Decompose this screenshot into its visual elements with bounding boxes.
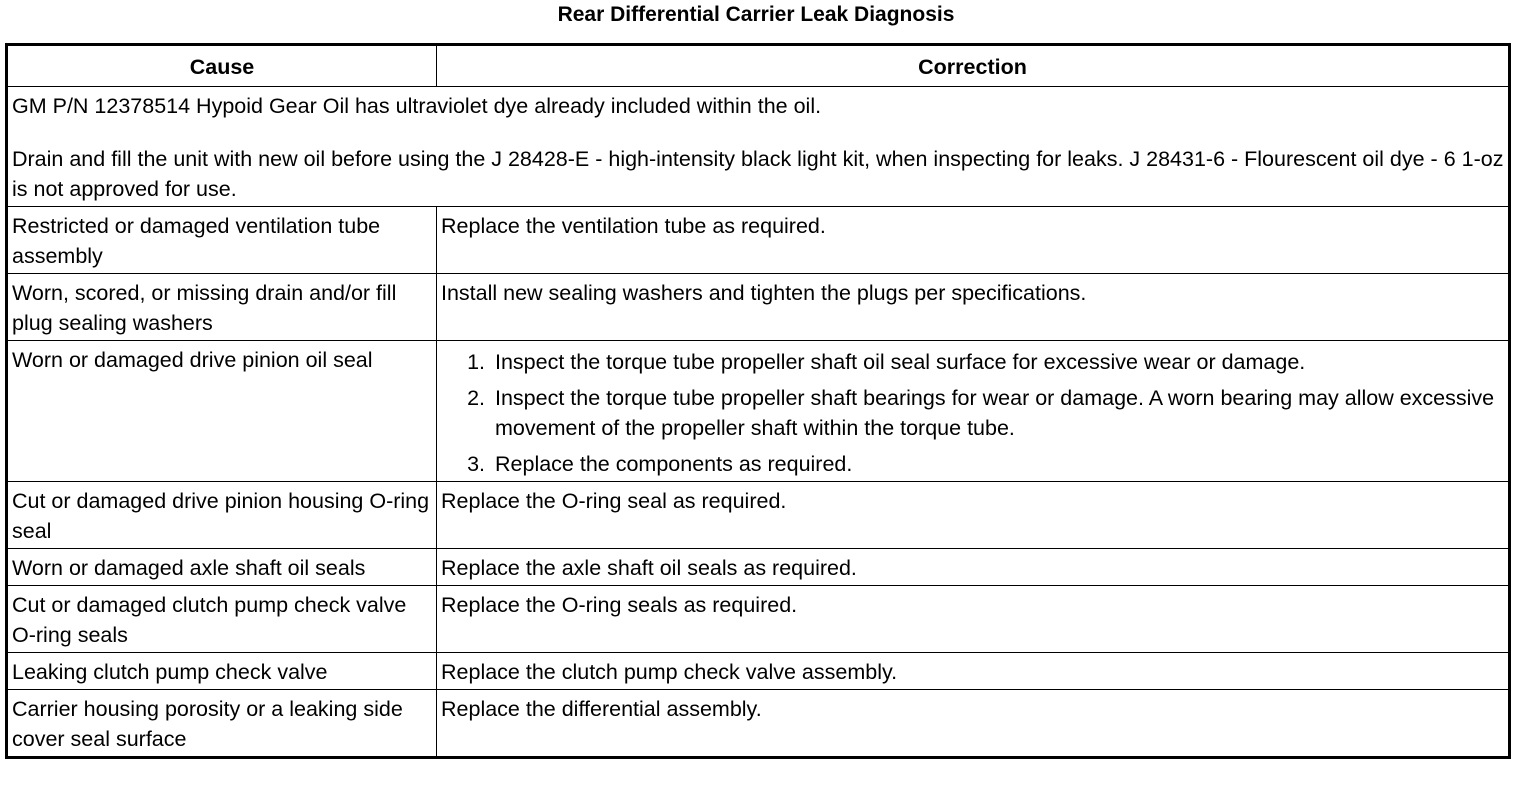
table-row	[7, 653, 1510, 690]
correction-cell: Replace the ventilation tube as required.	[437, 207, 1510, 274]
correction-cell	[437, 341, 1510, 482]
table-row	[7, 549, 1510, 586]
correction-cell: Replace the O-ring seals as required.	[437, 586, 1510, 653]
note-row	[7, 87, 1510, 207]
cause-cell: Worn, scored, or missing drain and/or fill plug sealing washers	[7, 274, 437, 341]
correction-cell: Replace the axle shaft oil seals as required.	[437, 549, 1510, 586]
cause-cell: Leaking clutch pump check valve	[7, 653, 437, 690]
correction-cell: Install new sealing washers and tighten the plugs per specifications.	[437, 274, 1510, 341]
cause-cell: Worn or damaged drive pinion oil seal	[7, 341, 437, 482]
table-row	[7, 207, 1510, 274]
correction-steps-list	[441, 347, 1504, 479]
correction-cell: Replace the differential assembly.	[437, 690, 1510, 758]
note-text: GM P/N 12378514 Hypoid Gear Oil has ultraviolet dye already included within the oil.	[12, 94, 822, 118]
table-row	[7, 341, 1510, 482]
page-title: Rear Differential Carrier Leak Diagnosis	[557, 3, 955, 26]
cause-cell: Worn or damaged axle shaft oil seals	[7, 549, 437, 586]
note-cell	[7, 87, 1510, 207]
correction-step: 2. Inspect the torque tube propeller shaft bearings for wear or damage. A worn bearing may allow excessive movement of the propeller shaft within the torque tube.	[491, 383, 1504, 443]
correction-step: 1. Inspect the torque tube propeller shaft oil seal surface for excessive wear or damage.	[491, 347, 1504, 377]
correction-cell: Replace the O-ring seal as required.	[437, 482, 1510, 549]
table-row	[7, 690, 1510, 758]
correction-cell: Replace the clutch pump check valve assembly.	[437, 653, 1510, 690]
cause-cell: Cut or damaged clutch pump check valve O-ring seals	[7, 586, 437, 653]
correction-step: 3. Replace the components as required.	[491, 449, 1504, 479]
diagnosis-table-container	[5, 43, 1508, 759]
table-row	[7, 482, 1510, 549]
cause-cell: Carrier housing porosity or a leaking side cover seal surface	[7, 690, 437, 758]
table-row	[7, 274, 1510, 341]
cause-cell: Restricted or damaged ventilation tube assembly	[7, 207, 437, 274]
table-row	[7, 586, 1510, 653]
cause-cell: Cut or damaged drive pinion housing O-ring seal	[7, 482, 437, 549]
correction-column-header: Correction	[437, 45, 1510, 87]
note-text: Drain and fill the unit with new oil before using the J 28428-E - high-intensity black light kit, when inspecting for leaks. J 28431-6 - Flourescent oil dye - 6 1-oz is not approved for use.	[12, 147, 1504, 201]
diagnosis-table	[5, 43, 1511, 759]
cause-column-header: Cause	[7, 45, 437, 87]
table-header-row	[7, 45, 1510, 87]
